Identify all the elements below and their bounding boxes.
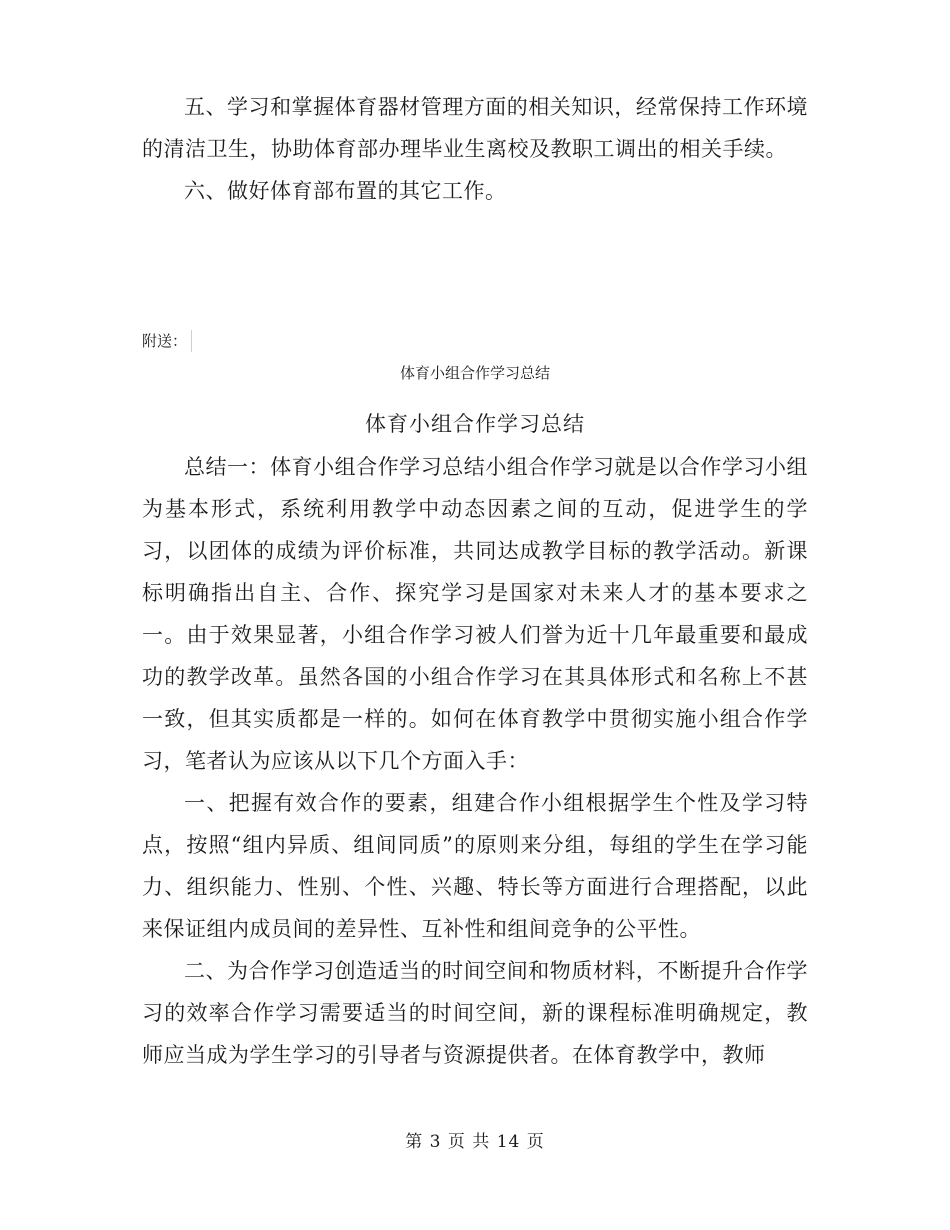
- article-title: 体育小组合作学习总结: [365, 412, 585, 436]
- top-section: [142, 86, 808, 212]
- point-two-paragraph: 二、为合作学习创造适当的时间空间和物质材料，不断提升合作学习的效率合作学习需要适当的时间空间，新的课程标准明确规定，教师应当成为学生学习的引导者与资源提供者。在体育教学中，教师: [142, 959, 808, 1067]
- article-body: [142, 446, 808, 1076]
- summary-one-paragraph: 总结一：体育小组合作学习总结小组合作学习就是以合作学习小组为基本形式，系统利用教学中动态因素之间的互动，促进学生的学习，以团体的成绩为评价标准，共同达成教学目标的教学活动。新课标明确指出自主、合作、探究学习是国家对未来人才的基本要求之一。由于效果显著，小组合作学习被人们誉为近十几年最重要和最成功的教学改革。虽然各国的小组合作学习在其具体形式和名称上不甚一致，但其实质都是一样的。如何在体育教学中贯彻实施小组合作学习，笔者认为应该从以下几个方面入手：: [142, 455, 808, 773]
- paragraph-five: 五、学习和掌握体育器材管理方面的相关知识，经常保持工作环境的清洁卫生，协助体育部办理毕业生离校及教职工调出的相关手续。: [142, 95, 808, 161]
- appendix-small-title: 体育小组合作学习总结: [399, 364, 550, 382]
- page-number-footer: 第 3 页 共 14 页: [405, 1132, 545, 1152]
- point-one-paragraph: 一、把握有效合作的要素，组建合作小组根据学生个性及学习特点，按照“组内异质、组间同质”的原则来分组，每组的学生在学习能力、组织能力、性别、个性、兴趣、特长等方面进行合理搭配，以此来保证组内成员间的差异性、互补性和组间竞争的公平性。: [142, 791, 808, 941]
- appendix-label: 附送：: [142, 330, 192, 352]
- paragraph-six: 六、做好体育部布置的其它工作。: [184, 179, 507, 203]
